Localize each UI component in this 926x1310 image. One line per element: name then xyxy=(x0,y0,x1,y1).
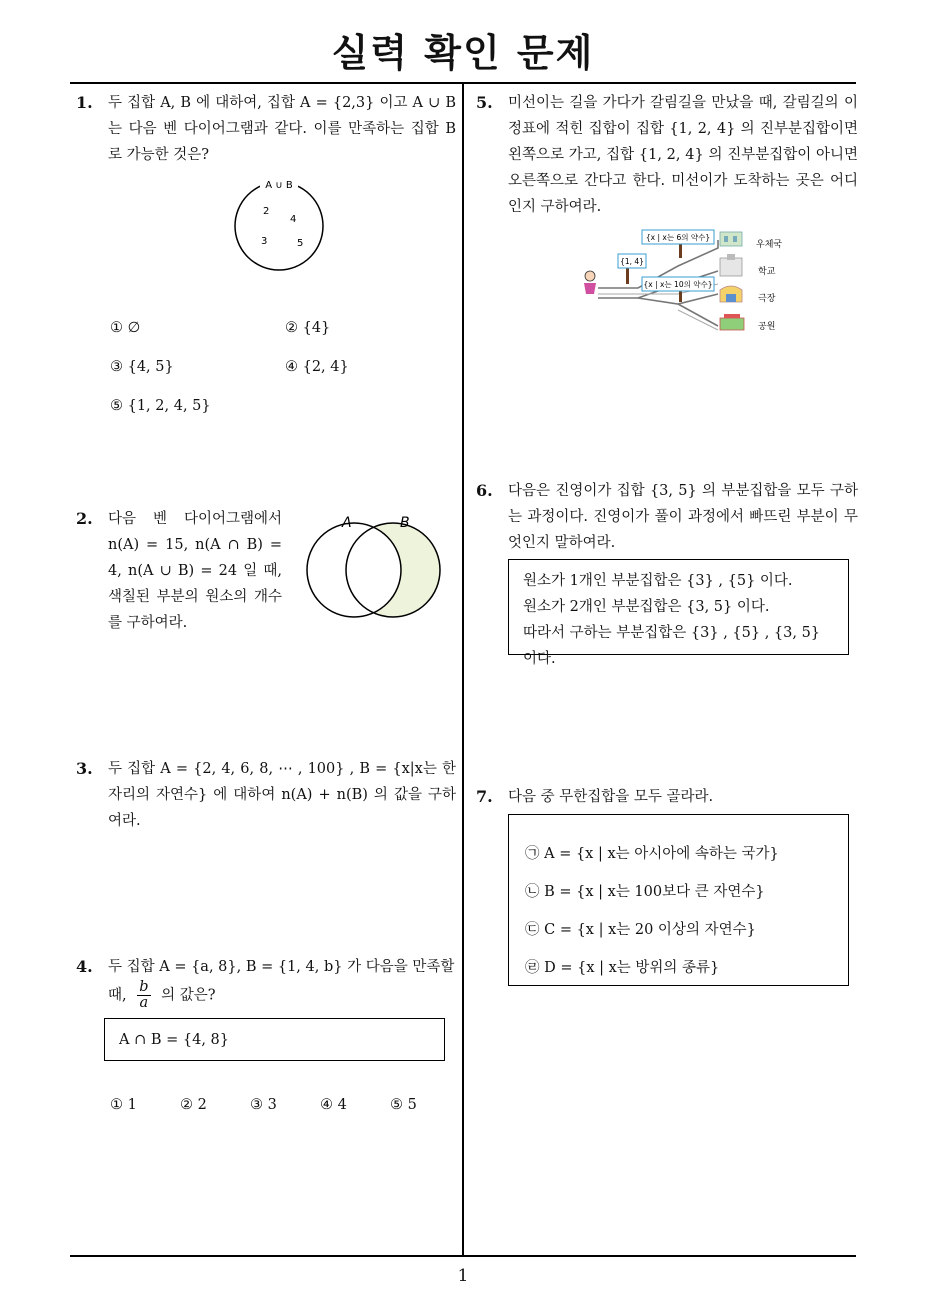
question-text: 다음 중 무한집합을 모두 골라라. xyxy=(508,789,714,805)
sign-post xyxy=(626,266,629,284)
bottom-rule xyxy=(70,1255,856,1257)
question-text: 두 집합 A, B 에 대하여, 집합 A = {2,3} 이고 A ∪ B 는 다음 벤 다이어그램과 같다. 이를 만족하는 집합 B 로 가능한 것은? xyxy=(108,95,456,163)
choice-1[interactable]: ① ∅ xyxy=(110,320,141,336)
choice-3[interactable]: ③ {4, 5} xyxy=(110,359,174,375)
question-2 xyxy=(76,506,282,636)
text-prefix: 때, xyxy=(108,987,127,1004)
question-number: 6. xyxy=(476,481,493,500)
question-number: 4. xyxy=(76,957,93,976)
destination-label: 공원 xyxy=(758,322,776,332)
road-edge xyxy=(678,310,718,330)
union-circle xyxy=(235,182,323,270)
question-text: 다음은 진영이가 집합 {3, 5} 의 부분집합을 모두 구하는 과정이다. 진영이가 풀이 과정에서 빠뜨린 부분이 무엇인지 말하여라. xyxy=(508,483,858,551)
question-text: 다음 벤 다이어그램에서 n(A) = 15, n(A ∩ B) = 4, n(A ∪ B) = 24 일 때, 색칠된 부분의 원소의 개수를 구하여라. xyxy=(108,511,282,631)
choice-4[interactable]: ④ {2, 4} xyxy=(285,359,349,375)
choice-2[interactable]: ② 2 xyxy=(180,1097,207,1113)
choice-5[interactable]: ⑤ 5 xyxy=(390,1097,417,1113)
question-text: 두 집합 A = {2, 4, 6, 8, ⋯ , 100} , B = {x|x는 한 자리의 자연수} 에 대하여 n(A) + n(B) 의 값을 구하여라. xyxy=(108,761,456,829)
question-number: 2. xyxy=(76,509,93,528)
set-b-label: B xyxy=(400,515,410,531)
set-a-label: A xyxy=(342,515,352,531)
column-divider xyxy=(462,82,464,1257)
venn-diagram-union xyxy=(230,172,330,274)
park-gate xyxy=(724,314,740,318)
set-item[interactable]: ㉠ A = {x | x는 아시아에 속하는 국가} xyxy=(525,846,779,862)
solution-line: 따라서 구하는 부분집합은 {3} , {5} , {3, 5} 이다. xyxy=(523,625,821,667)
window xyxy=(724,236,728,242)
road xyxy=(678,304,718,326)
venn-element: 3 xyxy=(261,236,268,247)
window xyxy=(733,236,737,242)
sign-post xyxy=(679,290,682,302)
set-item[interactable]: ㉢ C = {x | x는 20 이상의 자연수} xyxy=(525,922,756,938)
solution-box xyxy=(508,559,849,667)
set-list-box xyxy=(508,814,849,986)
fraction-numerator: b xyxy=(139,979,149,995)
question-number: 3. xyxy=(76,759,93,778)
school-icon xyxy=(720,258,742,276)
venn-element: 2 xyxy=(263,206,270,217)
choice-1[interactable]: ① 1 xyxy=(110,1097,137,1113)
set-item[interactable]: ㉣ D = {x | x는 방위의 종류} xyxy=(525,960,720,976)
solution-line: 원소가 1개인 부분집합은 {3} , {5} 이다. xyxy=(523,573,793,589)
condition-box: A ∩ B = {4, 8} xyxy=(104,1018,445,1061)
road xyxy=(638,294,718,304)
park-icon xyxy=(720,318,744,330)
choice-2[interactable]: ② {4} xyxy=(285,320,331,336)
crossroads-illustration xyxy=(578,226,798,338)
choice-3[interactable]: ③ 3 xyxy=(250,1097,277,1113)
solution-line: 원소가 2개인 부분집합은 {3, 5} 이다. xyxy=(523,599,770,615)
page-number: 1 xyxy=(457,1266,469,1286)
question-7 xyxy=(476,784,858,810)
text-suffix: 의 값은? xyxy=(161,987,216,1004)
sign-label: {1, 4} xyxy=(620,257,644,266)
sign-label: {x | x는 6의 약수} xyxy=(645,233,711,242)
question-6 xyxy=(476,478,858,556)
post-office-icon xyxy=(720,232,742,246)
sign-label: {x | x는 10의 약수} xyxy=(643,280,713,289)
choice-4[interactable]: ④ 4 xyxy=(320,1097,347,1113)
union-label: A ∪ B xyxy=(265,180,293,191)
question-number: 7. xyxy=(476,787,493,806)
theater-door xyxy=(726,294,736,302)
venn-element: 5 xyxy=(297,238,304,249)
destination-label: 학교 xyxy=(758,267,776,277)
set-item[interactable]: ㉡ B = {x | x는 100보다 큰 자연수} xyxy=(525,884,765,900)
question-text-line2 xyxy=(108,980,456,1012)
question-text: 미선이는 길을 가다가 갈림길을 만났을 때, 갈림길의 이정표에 적힌 집합이 집합 {1, 2, 4} 의 진부분집합이면 왼쪽으로 가고, 집합 {1, 2, 4} 의 진부분집합이 아니면 오른쪽으로 간다고 한다. 미선이가 도착하는 곳은 어디인지 구하여라. xyxy=(508,95,858,215)
question-1 xyxy=(76,90,456,168)
question-number: 5. xyxy=(476,93,493,112)
venn-element: 4 xyxy=(290,214,297,225)
school-tower xyxy=(727,254,735,260)
question-3 xyxy=(76,756,456,834)
fraction xyxy=(137,980,150,1011)
question-4 xyxy=(76,954,456,1012)
fraction-denominator: a xyxy=(139,995,149,1011)
venn-diagram-ab xyxy=(288,510,448,622)
page-title: 실력 확인 문제 xyxy=(331,31,595,75)
choice-5[interactable]: ⑤ {1, 2, 4, 5} xyxy=(110,398,211,414)
destination-label: 우체국 xyxy=(756,240,783,250)
girl-head xyxy=(585,271,595,281)
destination-label: 극장 xyxy=(758,294,776,304)
question-5 xyxy=(476,90,858,220)
question-text-line1: 두 집합 A = {a, 8}, B = {1, 4, b} 가 다음을 만족할 xyxy=(108,959,455,975)
question-number: 1. xyxy=(76,93,93,112)
girl-body xyxy=(584,283,596,294)
